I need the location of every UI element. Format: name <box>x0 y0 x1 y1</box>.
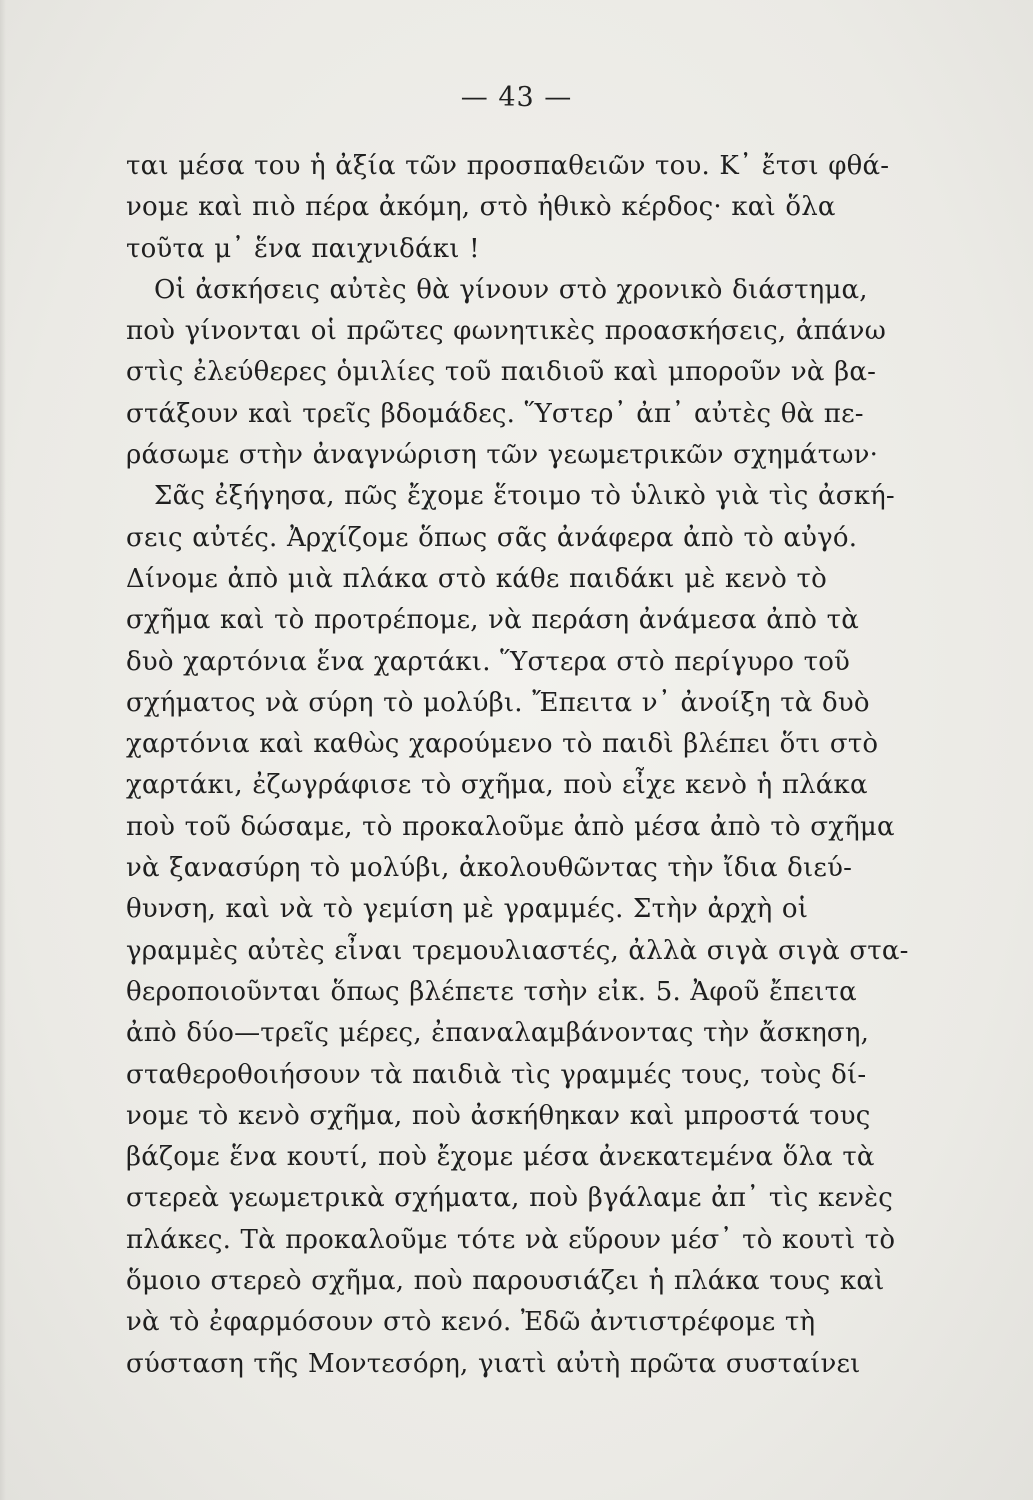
text-line: σχήματος νὰ σύρη τὸ μολύβι. Ἔπειτα ν᾽ ἀνοίξη τὰ δυὸ <box>126 687 870 718</box>
text-line: θεροποιοῦνται ὅπως βλέπετε τσὴν εἰκ. 5. Ἀφοῦ ἔπειτα <box>126 976 857 1007</box>
text-line: στὶς ἐλεύθερες ὁμιλίες τοῦ παιδιοῦ καὶ μποροῦν νὰ βα- <box>126 357 877 388</box>
text-line: δυὸ χαρτόνια ἕνα χαρτάκι. Ὕστερα στὸ περίγυρο τοῦ <box>126 646 851 677</box>
text-line: σχῆμα καὶ τὸ προτρέπομε, νὰ περάση ἀνάμεσα ἀπὸ τὰ <box>126 605 859 636</box>
text-line: νομε καὶ πιὸ πέρα ἀκόμη, στὸ ἠθικὸ κέρδος· καὶ ὅλα <box>126 192 836 223</box>
text-line: ται μέσα του ἡ ἀξία τῶν προσπαθειῶν του. Κ᾽ ἔτσι φθά- <box>126 151 890 181</box>
text-line: ποὺ γίνονται οἱ πρῶτες φωνητικὲς προασκήσεις, ἀπάνω <box>126 316 887 347</box>
text-line: χαρτόνια καὶ καθὼς χαρούμενο τὸ παιδὶ βλέπει ὅτι στὸ <box>126 729 879 760</box>
text-line: πλάκες. Τὰ προκαλοῦμε τότε νὰ εὕρουν μέσ᾽ τὸ κουτὶ τὸ <box>126 1224 896 1255</box>
text-line: Οἱ ἀσκήσεις αὐτὲς θὰ γίνουν στὸ χρονικὸ διάστημα, <box>154 274 868 305</box>
text-line: ράσωμε στὴν ἀναγνώριση τῶν γεωμετρικῶν σχημάτων· <box>126 440 879 471</box>
text-line: στάξουν καὶ τρεῖς βδομάδες. Ὕστερ᾽ ἀπ᾽ αὐτὲς θὰ πε- <box>126 398 864 429</box>
body-text <box>126 146 926 1385</box>
text-line: ποὺ τοῦ δώσαμε, τὸ προκαλοῦμε ἀπὸ μέσα ἀπὸ τὸ σχῆμα <box>126 811 895 842</box>
text-line: ὅμοιο στερεὸ σχῆμα, ποὺ παρουσιάζει ἡ πλάκα τους καὶ <box>126 1266 885 1297</box>
text-line: νὰ τὸ ἐφαρμόσουν στὸ κενό. Ἐδῶ ἀντιστρέφομε τὴ <box>126 1307 816 1338</box>
text-line: θυνση, καὶ νὰ τὸ γεμίση μὲ γραμμές. Στὴν ἀρχὴ οἱ <box>126 894 809 925</box>
text-line: βάζομε ἕνα κουτί, ποὺ ἔχομε μέσα ἀνεκατεμένα ὅλα τὰ <box>126 1142 875 1173</box>
text-line: σεις αὐτές. Ἀρχίζομε ὅπως σᾶς ἀνάφερα ἀπὸ τὸ αὐγό. <box>126 522 858 553</box>
text-line: Δίνομε ἀπὸ μιὰ πλάκα στὸ κάθε παιδάκι μὲ κενὸ τὸ <box>126 563 827 594</box>
text-line: νὰ ξανασύρη τὸ μολύβι, ἀκολουθῶντας τὴν ἴδια διεύ- <box>126 853 853 884</box>
text-line: χαρτάκι, ἐζωγράφισε τὸ σχῆμα, ποὺ εἶχε κενὸ ἡ πλάκα <box>126 770 868 801</box>
scan-edge-shadow <box>0 0 6 1500</box>
text-line: σύσταση τῆς Μοντεσόρη, γιατὶ αὐτὴ πρῶτα συσταίνει <box>126 1348 861 1379</box>
text-line: Σᾶς ἐξήγησα, πῶς ἔχομε ἕτοιμο τὸ ὑλικὸ γιὰ τὶς ἀσκή- <box>154 481 895 512</box>
text-line: νομε τὸ κενὸ σχῆμα, ποὺ ἀσκήθηκαν καὶ μπροστά τους <box>126 1100 871 1131</box>
text-line: στερεὰ γεωμετρικὰ σχήματα, ποὺ βγάλαμε ἀπ᾽ τὶς κενὲς <box>126 1183 894 1214</box>
page-number: — 43 — <box>460 82 573 113</box>
text-line: τοῦτα μ᾽ ἕνα παιχνιδάκι ! <box>126 233 480 264</box>
text-line: ἀπὸ δύο—τρεῖς μέρες, ἐπαναλαμβάνοντας τὴν ἄσκηση, <box>126 1018 870 1049</box>
text-line: σταθεροθοιήσουν τὰ παιδιὰ τὶς γραμμές τους, τοὺς δί- <box>126 1059 867 1090</box>
text-line: γραμμὲς αὐτὲς εἶναι τρεμουλιαστές, ἀλλὰ σιγὰ σιγὰ στα- <box>126 935 909 966</box>
